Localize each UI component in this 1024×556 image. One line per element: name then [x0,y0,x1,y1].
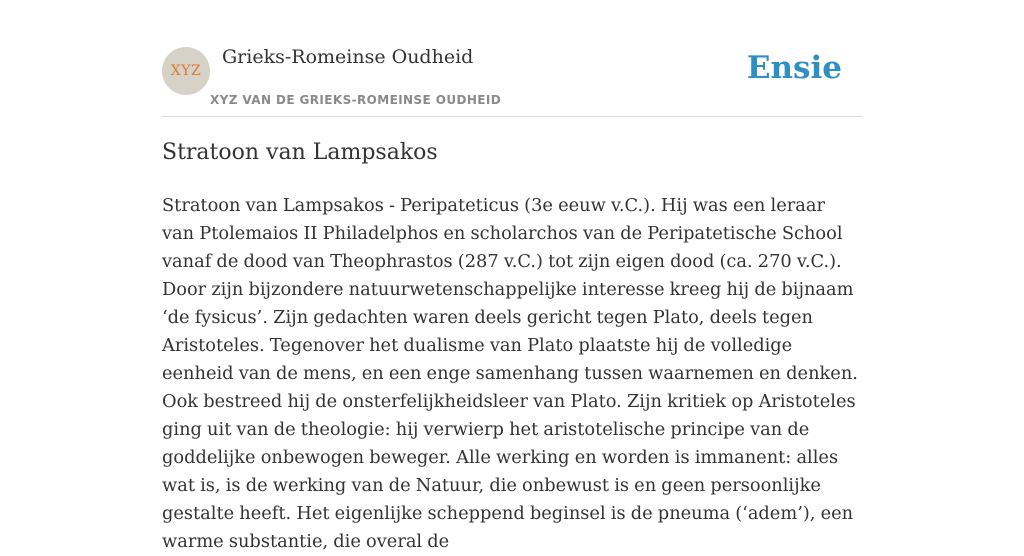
header [162,40,862,117]
entry-body: Stratoon van Lampsakos - Peripateticus (3e eeuw v.C.). Hij was een leraar van Ptolemaios II Philadelphos en scholarchos van de Peripatetische School vanaf de dood van Theophrastos (287 v.C.) tot zijn eigen dood (ca. 270 v.C.). Door zijn bijzondere natuurwetenschappelijke interesse kreeg hij de bijnaam ‘de fysicus’. Zijn gedachten waren deels gericht tegen Plato, deels tegen Aristoteles. Tegenover het dualisme van Plato plaatste hij de volledige eenheid van de mens, en een enge samenhang tussen waarnemen en denken. Ook bestreed hij de onsterfelijkheidsleer van Plato. Zijn kritiek op Aristoteles ging uit van de theologie: hij verwierp het aristotelische principe van de goddelijke onbewogen beweger. Alle werking en worden is immanent: alles wat is, is de werking van de Natuur, die onbewust is en geen persoonlijke gestalte heeft. Het eigenlijke scheppend beginsel is de pneuma (‘adem’), een warme substantie, die overal de [162,195,858,552]
avatar-text: XYZ [170,63,202,79]
entry-title: Stratoon van Lampsakos [162,140,438,165]
ensie-logo-link[interactable]: Ensie [746,50,842,86]
book-subtitle-link[interactable]: XYZ VAN DE GRIEKS-ROMEINSE OUDHEID [210,93,502,107]
book-title-link[interactable]: Grieks-Romeinse Oudheid [222,46,474,68]
book-avatar[interactable] [162,47,210,95]
